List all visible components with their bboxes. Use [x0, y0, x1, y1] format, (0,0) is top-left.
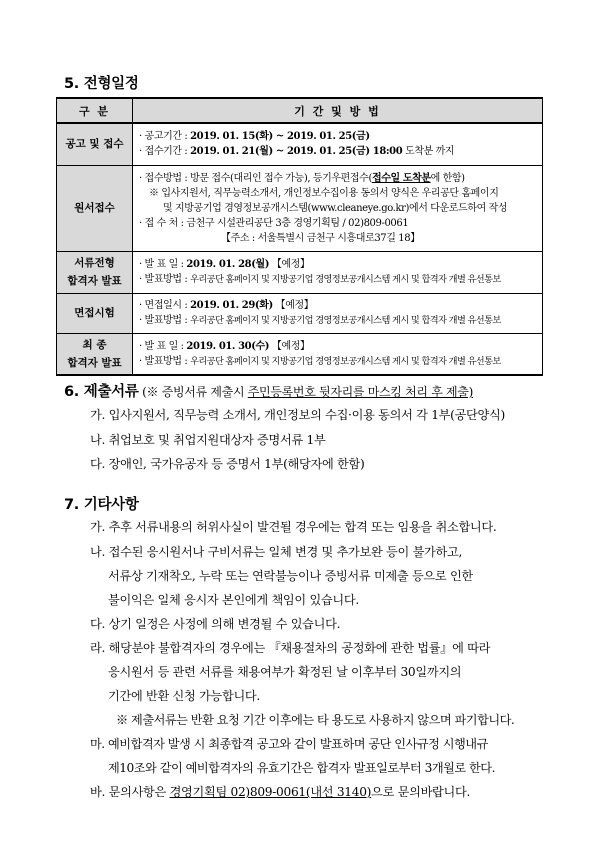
- text: 【예정】: [272, 300, 314, 311]
- row-content: [133, 251, 543, 293]
- text: 입사지원서, 직무능력 소개서, 개인정보의 수집·이용 동의서 각 1부(공단양식): [108, 408, 505, 422]
- list-item-cont: 불이익은 일체 응시자 본인에게 책임이 있습니다.: [108, 593, 359, 607]
- text: · 발표방법 :: [139, 315, 191, 326]
- method: 우리공단 홈페이지 및 지방공기업 경영정보공개시스템 게시 및 합격자 개별 유선통보: [190, 315, 501, 326]
- section-5-title: 5. 전형일정: [64, 76, 139, 92]
- row-label: [57, 251, 133, 293]
- text: 다.: [90, 457, 109, 471]
- text: 【예정】: [269, 259, 310, 270]
- table-row: [57, 123, 543, 165]
- arrival-basis: 접수일 도착분: [371, 172, 431, 184]
- text: 장애인, 국가유공자 등 증명서 1부(해당자에 한함): [108, 457, 365, 471]
- list-item: 라. 해당분야 불합격자의 경우에는 『채용절차의 공정화에 관한 법률』에 따라: [90, 641, 491, 655]
- section-6-title: [64, 380, 473, 401]
- header-period-method: 기 간 및 방 법: [133, 98, 543, 123]
- method: 우리공단 홈페이지 및 지방공기업 경영정보공개시스템 게시 및 합격자 개별 유선통보: [190, 274, 501, 285]
- masking-note: 주민등록번호 뒷자리를 마스킹 처리 후 제출): [247, 385, 473, 399]
- header-category: 구 분: [57, 98, 133, 123]
- table-row: [57, 251, 543, 293]
- row-content: [133, 123, 543, 165]
- text: · 발표방법 :: [139, 274, 191, 285]
- text: · 면접일시 :: [139, 300, 191, 311]
- list-item-cont: 응시원서 등 관련 서류를 채용여부가 확정된 날 이후부터 30일까지의: [108, 665, 462, 679]
- list-item: 다. 상기 일정은 사정에 의해 변경될 수 있습니다.: [90, 617, 341, 631]
- list-item: [90, 406, 505, 423]
- text: 나.: [90, 433, 109, 447]
- row-label: 공고 및 접수: [57, 123, 133, 165]
- text: 으로 문의바랍니다.: [371, 785, 471, 799]
- contact: 경영기획팀 02)809-0061(내선 3140): [169, 785, 372, 799]
- table-row: [57, 333, 543, 375]
- list-item: 마. 예비합격자 발생 시 최종합격 공고와 같이 발표하며 공단 인사규정 시행내규: [90, 737, 488, 751]
- list-item-cont: 서류상 기재착오, 누락 또는 연락불능이나 증빙서류 미제출 등으로 인한: [108, 569, 473, 583]
- section-7-title: 7. 기타사항: [64, 497, 139, 513]
- list-item-cont: 제10조와 같이 예비합격자의 유효기간은 합격자 발표일로부터 3개월로 한다.: [108, 761, 495, 775]
- text: ※ 입사지원서, 직무능력소개서, 개인정보수집이용 동의서 양식은 우리공단 홈페이지: [149, 187, 499, 199]
- table-header-row: [57, 98, 543, 123]
- date: 2019. 01. 30(수): [186, 340, 270, 352]
- text: 바. 문의사항은: [90, 785, 170, 799]
- list-item-note: ※ 제출서류는 반환 요청 기간 이후에는 타 용도로 사용하지 않으며 파기합니다.: [116, 713, 515, 727]
- method: 우리공단 홈페이지 및 지방공기업 경영정보공개시스템 게시 및 합격자 개별 유선통보: [190, 355, 501, 367]
- text: (※ 증빙서류 제출시: [138, 385, 248, 399]
- list-item: [90, 431, 325, 448]
- list-item: [90, 783, 470, 800]
- text: · 발표방법 :: [139, 355, 191, 367]
- row-label: 면접시험: [57, 293, 133, 333]
- row-label: [57, 333, 133, 375]
- row-content: [133, 165, 543, 251]
- row-content: [133, 293, 543, 333]
- table-row: [57, 165, 543, 251]
- text: · 접수방법 : 방문 접수(대리인 접수 가능), 등기우편접수(: [139, 172, 372, 184]
- text: 도착분 까지: [402, 146, 455, 158]
- text: 에 한함): [430, 172, 465, 184]
- text: 서류전형: [74, 257, 115, 269]
- text: 가.: [90, 408, 109, 422]
- announce-period: 2019. 01. 15(화) ~ 2019. 01. 25(금): [190, 131, 370, 143]
- list-item: 가. 추후 서류내용의 허위사실이 발견될 경우에는 합격 또는 임용을 취소합니다.: [90, 520, 497, 534]
- table-row: [57, 293, 543, 333]
- receipt-period: 2019. 01. 21(월) ~ 2019. 01. 25(금) 18:00: [190, 146, 403, 158]
- list-item: 나. 접수된 응시원서나 구비서류는 일체 변경 및 추가보완 등이 불가하고,: [90, 545, 463, 559]
- row-content: [133, 333, 543, 375]
- list-item: [90, 455, 364, 472]
- text: · 공고기간 :: [139, 131, 191, 143]
- text: · 발 표 일 :: [139, 340, 187, 352]
- text: 취업보호 및 취업지원대상자 증명서류 1부: [108, 433, 326, 447]
- text: · 발 표 일 :: [139, 259, 187, 270]
- text: 합격자 발표: [67, 356, 122, 369]
- text: 및 지방공기업 경영정보공개시스템(www.cleaneye.go.kr)에서 다운로드하여 작성: [163, 202, 508, 214]
- text: · 접수기간 :: [139, 146, 191, 158]
- text: 【예정】: [269, 340, 310, 352]
- text: 6. 제출서류: [64, 384, 139, 400]
- text: 합격자 발표: [67, 275, 122, 287]
- date: 2019. 01. 29(화): [190, 300, 273, 311]
- text: · 접 수 처 : 금천구 시설관리공단 3층 경영기획팀 / 02)809-0061: [139, 217, 409, 229]
- schedule-table: [56, 97, 543, 376]
- date: 2019. 01. 28(월): [186, 259, 270, 270]
- address: 【주소 : 서울특별시 금천구 시흥대로37길 18】: [221, 232, 420, 244]
- row-label: 원서접수: [57, 165, 133, 251]
- text: 최 종: [82, 338, 107, 351]
- list-item-cont: 기간에 반환 신청 가능합니다.: [108, 689, 260, 703]
